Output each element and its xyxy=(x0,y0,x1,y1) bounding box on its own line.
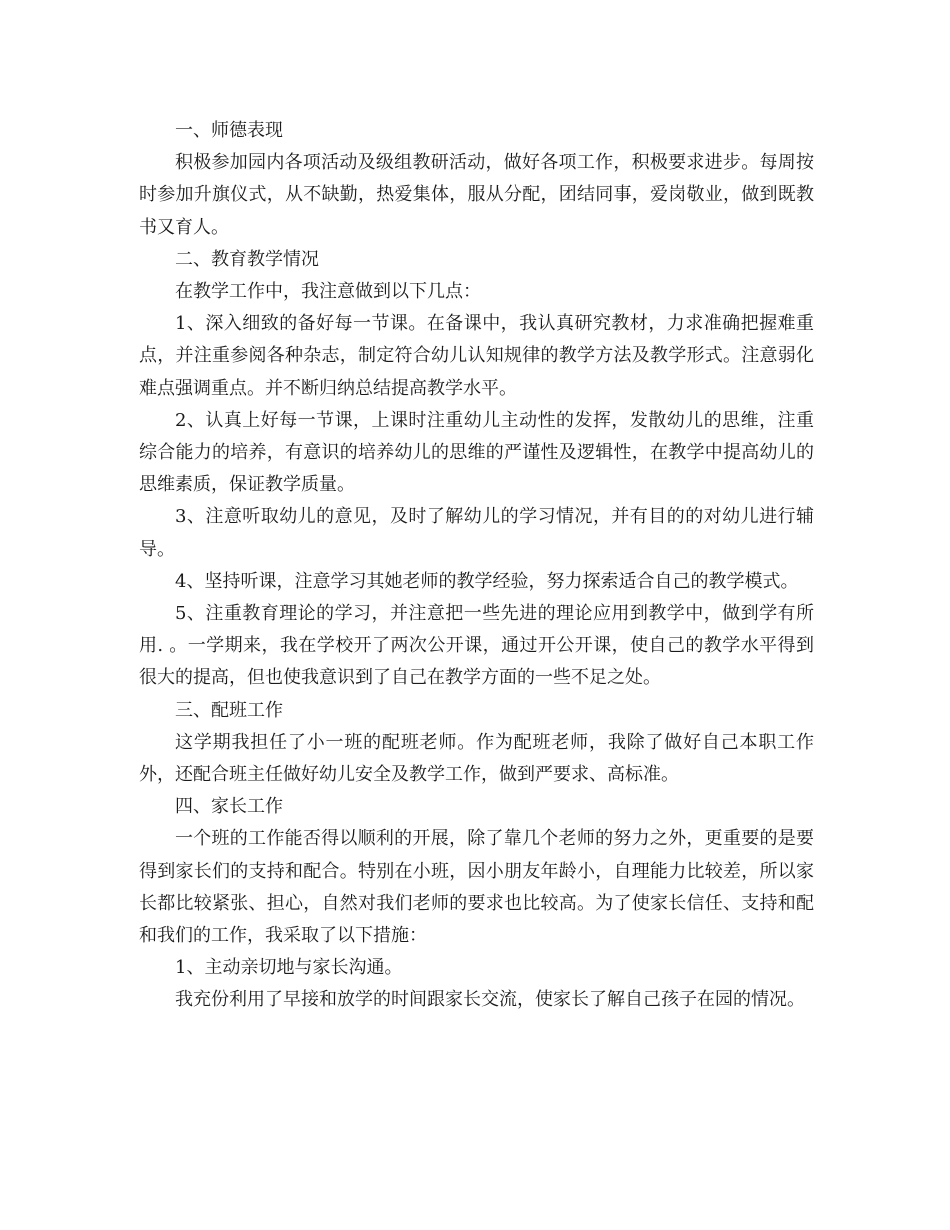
paragraph: 我充份利用了早接和放学的时间跟家长交流，使家长了解自己孩子在园的情况。 xyxy=(175,989,805,1011)
section-heading-parent-work: 四、家长工作 xyxy=(175,796,283,818)
list-item: 5、注重教育理论的学习，并注意把一些先进的理论应用到教学中，做到学有所用. 。一学期来，我在学校开了两次公开课，通过开公开课，使自己的教学水平得到很大的提高，但也使我意识到了自己在教学方面的一些不足之处。 xyxy=(139,603,814,689)
list-item: 3、注意听取幼儿的意见，及时了解幼儿的学习情况，并有目的的对幼儿进行辅导。 xyxy=(139,506,814,560)
section-heading-class-work: 三、配班工作 xyxy=(175,699,283,721)
paragraph: 在教学工作中，我注意做到以下几点： xyxy=(175,281,481,303)
list-item: 1、主动亲切地与家长沟通。 xyxy=(175,957,403,979)
list-item: 1、深入细致的备好每一节课。在备课中，我认真研究教材，力求准确把握难重点，并注重参阅各种杂志，制定符合幼儿认知规律的教学方法及教学形式。注意弱化难点强调重点。并不断归纳总结提高教学水平。 xyxy=(139,313,814,399)
section-heading-ethics: 一、师德表现 xyxy=(175,120,283,141)
section-heading-teaching: 二、教育教学情况 xyxy=(175,248,319,270)
paragraph: 这学期我担任了小一班的配班老师。作为配班老师，我除了做好自己本职工作外，还配合班主任做好幼儿安全及教学工作，做到严要求、高标准。 xyxy=(139,731,814,786)
paragraph: 积极参加园内各项活动及级组教研活动，做好各项工作，积极要求进步。每周按时参加升旗仪式，从不缺勤，热爱集体，服从分配，团结同事，爱岗敬业，做到既教书又育人。 xyxy=(139,152,814,238)
list-item: 4、坚持听课，注意学习其她老师的教学经验，努力探索适合自己的教学模式。 xyxy=(175,570,799,592)
paragraph: 一个班的工作能否得以顺利的开展，除了靠几个老师的努力之外，更重要的是要得到家长们的支持和配合。特别在小班，因小朋友年龄小，自理能力比较差，所以家长都比较紧张、担心，自然对我们老师的要求也比较高。为了使家长信任、支持和配和我们的工作，我采取了以下措施： xyxy=(139,828,814,947)
document-body xyxy=(139,115,814,1017)
list-item: 2、认真上好每一节课，上课时注重幼儿主动性的发挥，发散幼儿的思维，注重综合能力的培养，有意识的培养幼儿的思维的严谨性及逻辑性，在教学中提高幼儿的思维素质，保证教学质量。 xyxy=(139,409,814,496)
